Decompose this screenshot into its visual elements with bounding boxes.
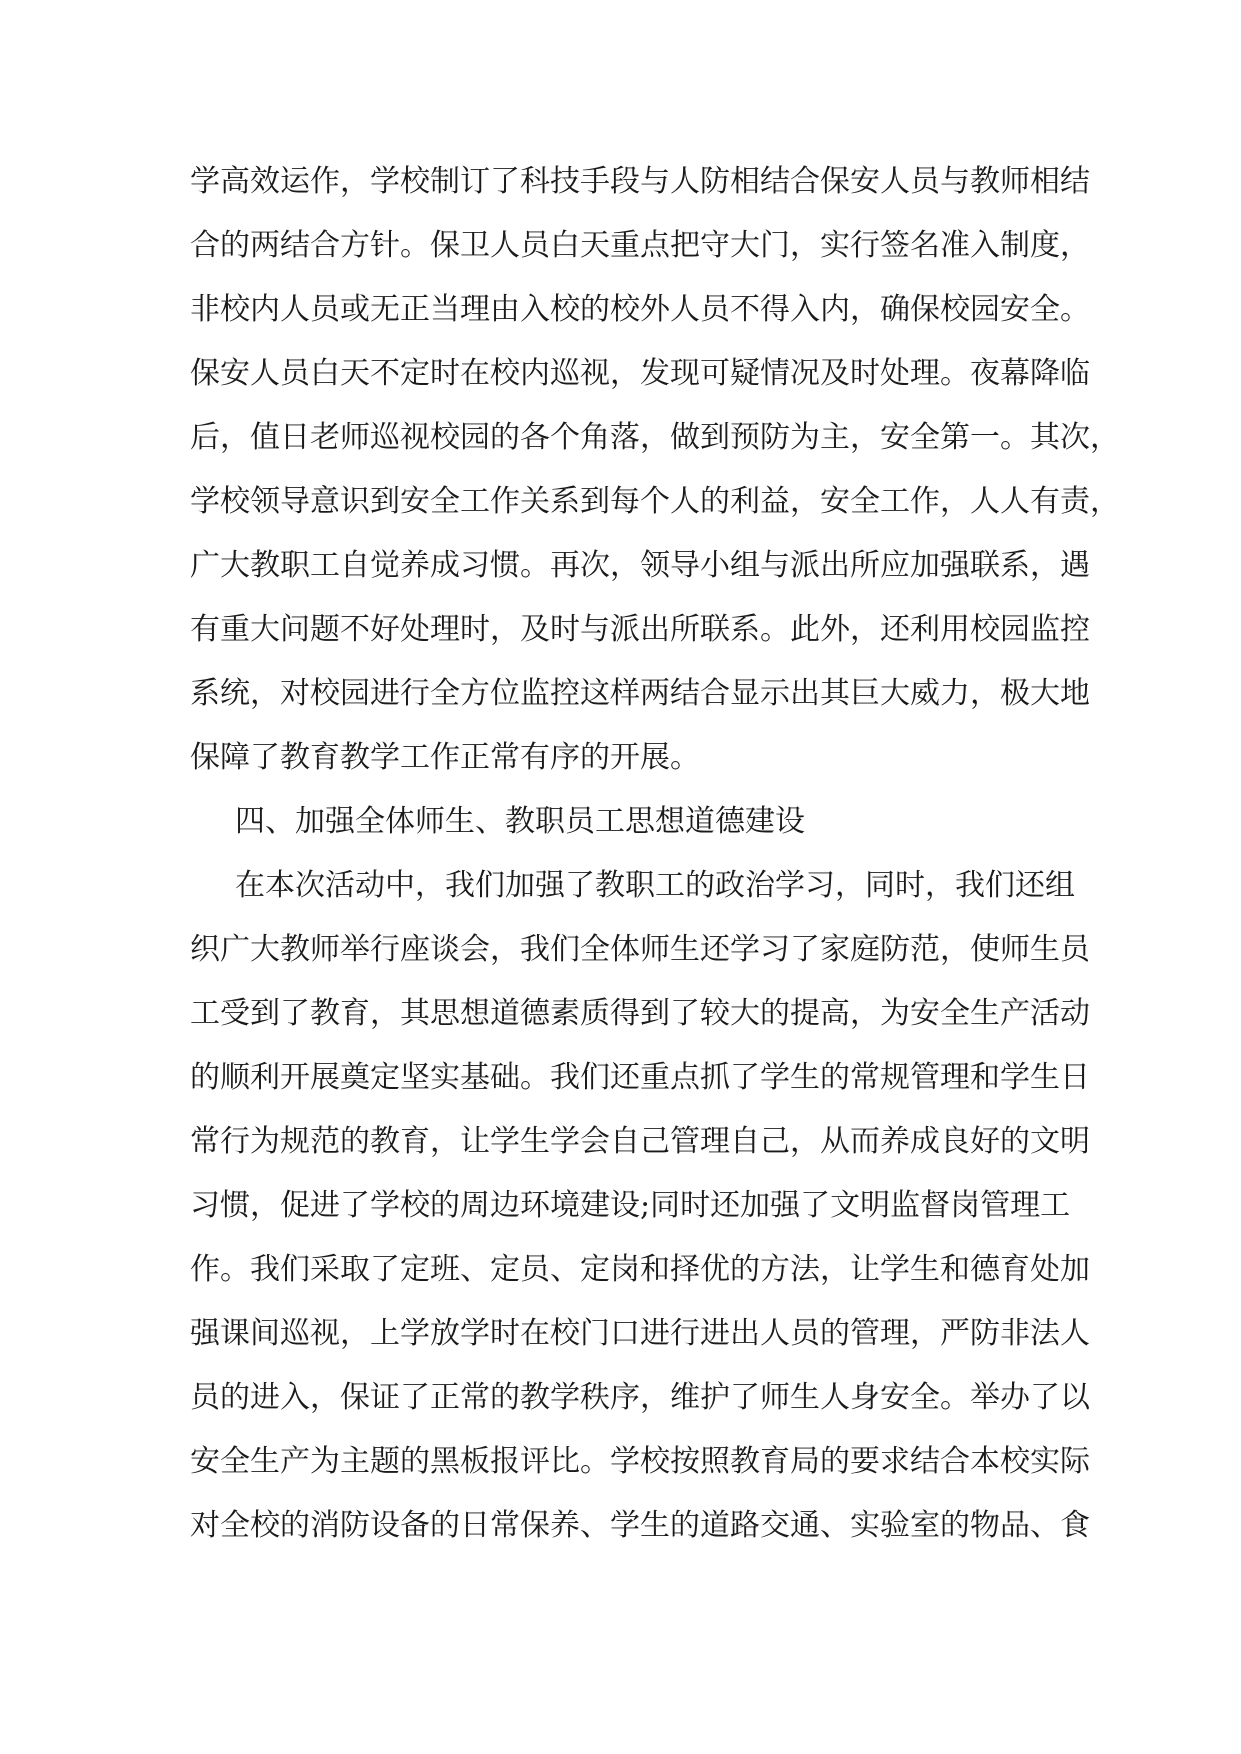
text-line: 有重大问题不好处理时，及时与派出所联系。此外，还利用校园监控 xyxy=(190,612,1090,647)
text-line: 的顺利开展奠定坚实基础。我们还重点抓了学生的常规管理和学生日 xyxy=(190,1060,1090,1095)
text-line: 保安人员白天不定时在校内巡视，发现可疑情况及时处理。夜幕降临 xyxy=(190,356,1090,391)
text-line: 学高效运作，学校制订了科技手段与人防相结合保安人员与教师相结 xyxy=(190,164,1090,199)
text-line: 合的两结合方针。保卫人员白天重点把守大门，实行签名准入制度， xyxy=(190,228,1090,263)
text-line: 习惯，促进了学校的周边环境建设;同时还加强了文明监督岗管理工 xyxy=(190,1188,1071,1223)
text-line: 作。我们采取了定班、定员、定岗和择优的方法，让学生和德育处加 xyxy=(190,1252,1090,1287)
text-line: 非校内人员或无正当理由入校的校外人员不得入内，确保校园安全。 xyxy=(190,292,1090,327)
text-line: 织广大教师举行座谈会，我们全体师生还学习了家庭防范，使师生员 xyxy=(190,932,1090,967)
text-line: 学校领导意识到安全工作关系到每个人的利益，安全工作，人人有责， xyxy=(190,484,1120,519)
document-body xyxy=(190,150,1120,1558)
text-line: 对全校的消防设备的日常保养、学生的道路交通、实验室的物品、食 xyxy=(190,1508,1090,1543)
text-line: 系统，对校园进行全方位监控这样两结合显示出其巨大威力，极大地 xyxy=(190,676,1090,711)
text-line: 员的进入，保证了正常的教学秩序，维护了师生人身安全。举办了以 xyxy=(190,1380,1090,1415)
text-line: 安全生产为主题的黑板报评比。学校按照教育局的要求结合本校实际 xyxy=(190,1444,1090,1479)
text-line: 工受到了教育，其思想道德素质得到了较大的提高，为安全生产活动 xyxy=(190,996,1090,1031)
paragraph-school-security xyxy=(190,150,1120,790)
text-line: 保障了教育教学工作正常有序的开展。 xyxy=(190,740,700,775)
text-line: 后，值日老师巡视校园的各个角落，做到预防为主，安全第一。其次， xyxy=(190,420,1120,455)
text-line: 强课间巡视，上学放学时在校门口进行进出人员的管理，严防非法人 xyxy=(190,1316,1090,1351)
text-line: 常行为规范的教育，让学生学会自己管理自己，从而养成良好的文明 xyxy=(190,1124,1090,1159)
text-line: 在本次活动中，我们加强了教职工的政治学习，同时，我们还组 xyxy=(235,868,1075,903)
section-heading: 四、加强全体师生、教职员工思想道德建设 xyxy=(235,804,805,839)
paragraph-moral-education xyxy=(190,854,1090,1558)
text-line: 广大教职工自觉养成习惯。再次，领导小组与派出所应加强联系，遇 xyxy=(190,548,1090,583)
